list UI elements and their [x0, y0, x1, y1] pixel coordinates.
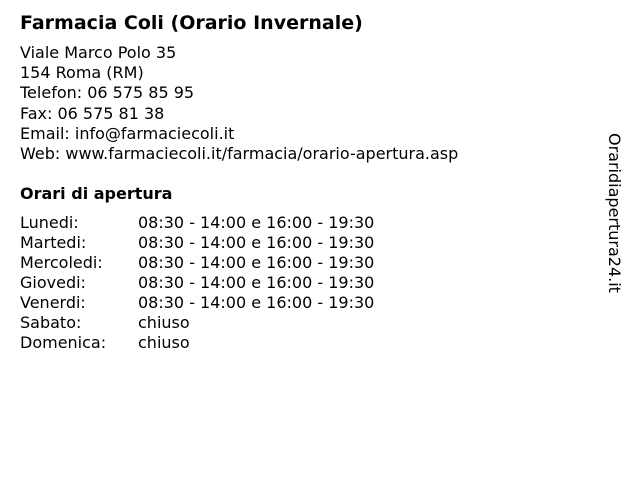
day-label: Mercoledi:	[20, 253, 103, 272]
day-label: Venerdi:	[20, 293, 86, 312]
time-value: 08:30 - 14:00 e 16:00 - 19:30	[138, 213, 375, 232]
website-address: Web: www.farmaciecoli.it/farmacia/orario-apertura.asp	[20, 143, 459, 163]
email-address: Email: info@farmaciecoli.it	[20, 123, 235, 143]
opening-hours-heading: Orari di apertura	[20, 184, 173, 203]
day-label: Martedi:	[20, 233, 87, 252]
address-city: 154 Roma (RM)	[20, 63, 144, 83]
site-watermark: Oraridiapertura24.it	[605, 133, 624, 293]
day-label: Sabato:	[20, 313, 82, 332]
day-label: Domenica:	[20, 333, 107, 352]
contact-info	[20, 43, 458, 164]
time-value: chiuso	[138, 313, 190, 332]
address-street: Viale Marco Polo 35	[20, 43, 177, 62]
time-value: 08:30 - 14:00 e 16:00 - 19:30	[138, 233, 375, 252]
time-value: chiuso	[138, 333, 190, 352]
page-title: Farmacia Coli (Orario Invernale)	[20, 12, 363, 34]
time-value: 08:30 - 14:00 e 16:00 - 19:30	[138, 253, 375, 272]
phone-number: Telefon: 06 575 85 95	[20, 83, 195, 103]
time-value: 08:30 - 14:00 e 16:00 - 19:30	[138, 273, 375, 292]
fax-number: Fax: 06 575 81 38	[20, 103, 165, 123]
day-label: Giovedi:	[20, 273, 86, 292]
time-value: 08:30 - 14:00 e 16:00 - 19:30	[138, 293, 375, 312]
day-label: Lunedi:	[20, 213, 79, 232]
